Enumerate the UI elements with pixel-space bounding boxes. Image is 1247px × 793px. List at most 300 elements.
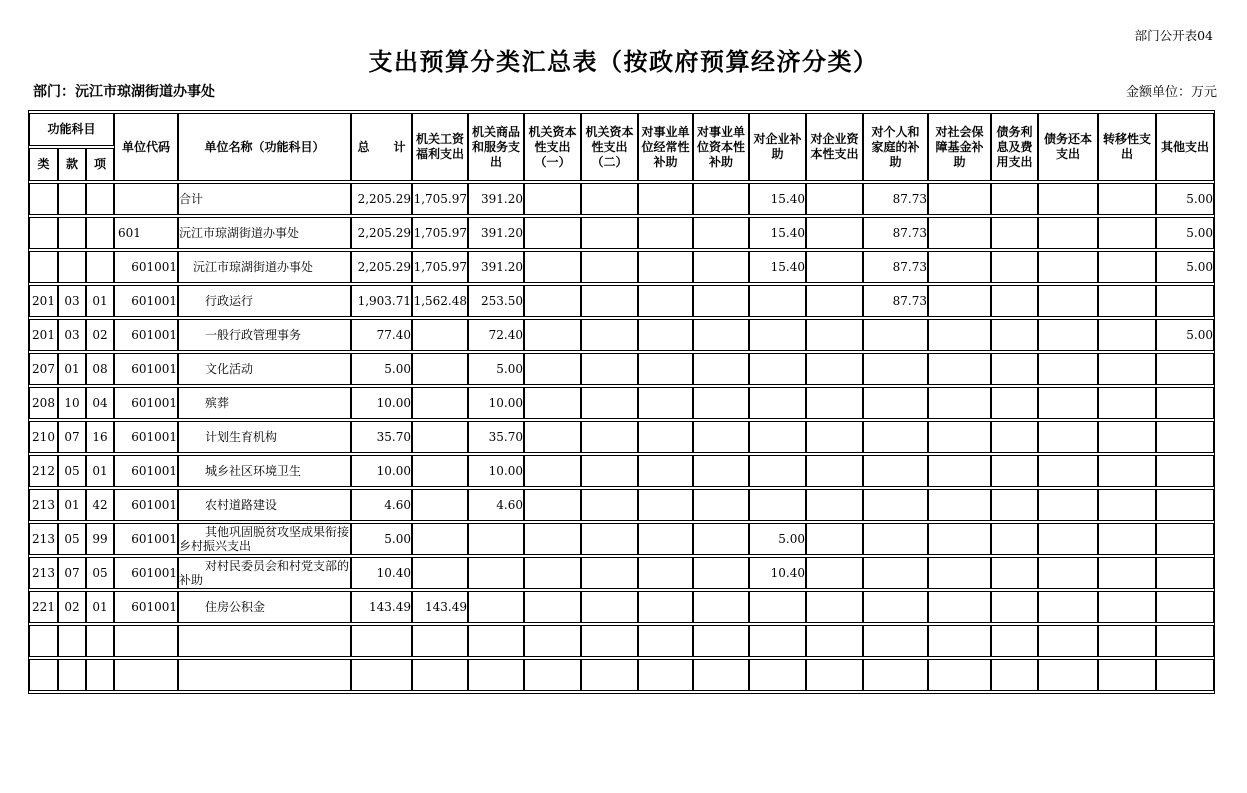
- cell-value: [749, 319, 806, 351]
- cell-value: [928, 319, 991, 351]
- cell-value: [693, 625, 749, 657]
- cell-value: 87.73: [863, 251, 928, 283]
- cell-value: [1098, 251, 1156, 283]
- cell-value: [1156, 421, 1214, 453]
- cell-value: [1098, 285, 1156, 317]
- cell-value: [412, 353, 468, 385]
- cell-value: [1156, 387, 1214, 419]
- budget-table: [28, 110, 1215, 694]
- cell-value: [863, 523, 928, 555]
- cell-value: [991, 523, 1038, 555]
- cell-unit-code: 601001: [114, 489, 178, 521]
- cell-value: 5.00: [1156, 251, 1214, 283]
- cell-func-xiang: 02: [86, 319, 114, 351]
- cell-unit-name: 文化活动: [178, 353, 351, 385]
- cell-value: [1038, 489, 1098, 521]
- cell-value: [749, 285, 806, 317]
- cell-value: [524, 251, 581, 283]
- cell-value: [1038, 217, 1098, 249]
- table-row: [29, 523, 1214, 555]
- cell-value: 391.20: [468, 251, 524, 283]
- cell-value: [806, 217, 863, 249]
- cell-value: [928, 659, 991, 691]
- cell-value: [638, 319, 693, 351]
- cell-value: [928, 251, 991, 283]
- column-header: 其他支出: [1156, 113, 1214, 181]
- cell-value: [1098, 455, 1156, 487]
- cell-value: [638, 183, 693, 215]
- cell-value: [524, 421, 581, 453]
- cell-value: [806, 523, 863, 555]
- cell-value: [412, 489, 468, 521]
- cell-value: [991, 489, 1038, 521]
- cell-func-kuan: 05: [58, 455, 86, 487]
- cell-value: [863, 319, 928, 351]
- cell-value: [693, 217, 749, 249]
- cell-value: [1098, 421, 1156, 453]
- cell-value: [524, 217, 581, 249]
- column-header: 债务利息及费用支出: [991, 113, 1038, 181]
- cell-value: [1038, 251, 1098, 283]
- cell-value: [412, 659, 468, 691]
- cell-value: [581, 251, 638, 283]
- cell-value: [1098, 353, 1156, 385]
- cell-unit-name: 城乡社区环境卫生: [178, 455, 351, 487]
- column-header: 机关资本性支出（二）: [581, 113, 638, 181]
- cell-value: [638, 659, 693, 691]
- cell-value: [1038, 387, 1098, 419]
- cell-value: [693, 387, 749, 419]
- column-header: 对企业补助: [749, 113, 806, 181]
- cell-value: 2,205.29: [351, 183, 412, 215]
- cell-value: 2,205.29: [351, 251, 412, 283]
- column-header-func: 类: [29, 148, 58, 181]
- cell-value: [581, 591, 638, 623]
- cell-value: [863, 557, 928, 589]
- table-row: [29, 421, 1214, 453]
- cell-value: [1038, 353, 1098, 385]
- cell-value: [581, 523, 638, 555]
- cell-value: 5.00: [351, 353, 412, 385]
- cell-func-lei: [29, 625, 58, 657]
- cell-func-xiang: 05: [86, 557, 114, 589]
- cell-value: [524, 659, 581, 691]
- cell-value: 15.40: [749, 217, 806, 249]
- cell-value: [581, 489, 638, 521]
- cell-value: [806, 421, 863, 453]
- header-func-group: 功能科目: [29, 113, 114, 146]
- column-header: 对事业单位资本性补助: [693, 113, 749, 181]
- cell-func-kuan: 03: [58, 319, 86, 351]
- cell-value: [1038, 523, 1098, 555]
- cell-value: [1098, 523, 1156, 555]
- cell-value: 77.40: [351, 319, 412, 351]
- cell-value: [524, 387, 581, 419]
- cell-func-lei: [29, 183, 58, 215]
- cell-value: [928, 387, 991, 419]
- cell-value: 5.00: [351, 523, 412, 555]
- cell-value: [928, 421, 991, 453]
- cell-value: [581, 217, 638, 249]
- cell-value: [806, 659, 863, 691]
- cell-value: [928, 183, 991, 215]
- cell-value: [1098, 625, 1156, 657]
- cell-value: [863, 489, 928, 521]
- cell-unit-code: 601001: [114, 285, 178, 317]
- cell-unit-name: 沅江市琼湖街道办事处: [178, 251, 351, 283]
- cell-value: [863, 421, 928, 453]
- cell-value: [806, 625, 863, 657]
- cell-value: [991, 557, 1038, 589]
- cell-func-lei: 208: [29, 387, 58, 419]
- cell-func-kuan: 03: [58, 285, 86, 317]
- cell-unit-name: 对村民委员会和村党支部的补助: [179, 559, 350, 587]
- cell-value: 87.73: [863, 217, 928, 249]
- cell-value: 87.73: [863, 183, 928, 215]
- amount-unit-label: 金额单位：万元: [1125, 85, 1217, 100]
- cell-value: [693, 319, 749, 351]
- cell-value: [991, 659, 1038, 691]
- cell-value: [412, 387, 468, 419]
- cell-value: [806, 489, 863, 521]
- cell-value: [928, 591, 991, 623]
- cell-value: [928, 455, 991, 487]
- cell-func-xiang: 04: [86, 387, 114, 419]
- cell-value: [581, 387, 638, 419]
- cell-value: [693, 421, 749, 453]
- table-row: [29, 659, 1214, 691]
- cell-unit-name: 一般行政管理事务: [178, 319, 351, 351]
- cell-func-lei: [29, 659, 58, 691]
- cell-value: [581, 659, 638, 691]
- cell-value: [1098, 591, 1156, 623]
- cell-value: [1156, 455, 1214, 487]
- cell-value: [928, 217, 991, 249]
- cell-value: 391.20: [468, 183, 524, 215]
- cell-value: [928, 489, 991, 521]
- cell-value: [991, 285, 1038, 317]
- cell-value: [468, 523, 524, 555]
- cell-value: [991, 455, 1038, 487]
- cell-func-xiang: [86, 251, 114, 283]
- cell-value: [749, 353, 806, 385]
- cell-value: 5.00: [1156, 217, 1214, 249]
- cell-value: [1098, 183, 1156, 215]
- cell-value: [1038, 659, 1098, 691]
- cell-value: [1038, 455, 1098, 487]
- cell-func-xiang: 99: [86, 523, 114, 555]
- cell-func-lei: 213: [29, 523, 58, 555]
- cell-value: [863, 455, 928, 487]
- cell-value: [581, 557, 638, 589]
- cell-func-lei: 212: [29, 455, 58, 487]
- cell-value: 35.70: [468, 421, 524, 453]
- cell-value: [1098, 659, 1156, 691]
- cell-value: 10.40: [749, 557, 806, 589]
- cell-func-kuan: [58, 251, 86, 283]
- table-row: [29, 183, 1214, 215]
- header-unit-name: 单位名称（功能科目）: [178, 113, 351, 181]
- cell-value: [749, 387, 806, 419]
- cell-value: [524, 455, 581, 487]
- cell-value: [991, 421, 1038, 453]
- cell-value: [863, 659, 928, 691]
- cell-unit-code: 601001: [114, 523, 178, 555]
- meta-row: [33, 81, 1217, 101]
- cell-value: 5.00: [468, 353, 524, 385]
- cell-func-kuan: 01: [58, 489, 86, 521]
- cell-value: [863, 353, 928, 385]
- cell-func-kuan: 07: [58, 557, 86, 589]
- column-header: 机关商品和服务支出: [468, 113, 524, 181]
- table-row: [29, 625, 1214, 657]
- cell-value: 1,562.48: [412, 285, 468, 317]
- cell-value: [581, 353, 638, 385]
- cell-value: [1156, 591, 1214, 623]
- cell-value: [928, 523, 991, 555]
- table-row: [29, 455, 1214, 487]
- cell-value: [991, 251, 1038, 283]
- cell-value: 5.00: [1156, 183, 1214, 215]
- cell-value: [1098, 557, 1156, 589]
- cell-func-lei: [29, 251, 58, 283]
- cell-value: 5.00: [1156, 319, 1214, 351]
- cell-value: [638, 353, 693, 385]
- cell-value: 1,705.97: [412, 183, 468, 215]
- cell-value: [1038, 183, 1098, 215]
- cell-unit-code: 601001: [114, 455, 178, 487]
- cell-value: [1038, 591, 1098, 623]
- column-header: 对企业资本性支出: [806, 113, 863, 181]
- cell-value: 4.60: [468, 489, 524, 521]
- cell-value: [806, 455, 863, 487]
- cell-value: 87.73: [863, 285, 928, 317]
- cell-value: [1156, 659, 1214, 691]
- cell-value: [1038, 421, 1098, 453]
- cell-value: [638, 217, 693, 249]
- cell-func-xiang: 01: [86, 455, 114, 487]
- cell-value: 15.40: [749, 183, 806, 215]
- cell-value: [638, 387, 693, 419]
- cell-func-xiang: [86, 217, 114, 249]
- cell-unit-code: 601001: [114, 387, 178, 419]
- cell-value: [806, 285, 863, 317]
- cell-value: [638, 455, 693, 487]
- cell-unit-name: 沅江市琼湖街道办事处: [178, 217, 351, 249]
- cell-value: 391.20: [468, 217, 524, 249]
- cell-value: [1156, 523, 1214, 555]
- cell-value: [749, 421, 806, 453]
- cell-value: [1156, 557, 1214, 589]
- column-header: 对事业单位经常性补助: [638, 113, 693, 181]
- column-header: 机关资本性支出（一）: [524, 113, 581, 181]
- cell-value: 2,205.29: [351, 217, 412, 249]
- cell-func-lei: 207: [29, 353, 58, 385]
- table-row: [29, 251, 1214, 283]
- cell-value: [412, 557, 468, 589]
- cell-unit-name: 合计: [178, 183, 351, 215]
- cell-value: 1,903.71: [351, 285, 412, 317]
- cell-value: [524, 625, 581, 657]
- cell-value: [749, 591, 806, 623]
- cell-value: [991, 625, 1038, 657]
- cell-value: [1038, 285, 1098, 317]
- cell-value: [1156, 285, 1214, 317]
- header-row-top: [29, 113, 1214, 146]
- cell-func-lei: 213: [29, 489, 58, 521]
- cell-unit-code: 601001: [114, 421, 178, 453]
- cell-func-kuan: [58, 217, 86, 249]
- cell-value: [749, 625, 806, 657]
- cell-value: 143.49: [412, 591, 468, 623]
- cell-value: [863, 625, 928, 657]
- cell-value: 10.00: [468, 455, 524, 487]
- cell-value: [1038, 625, 1098, 657]
- cell-value: [991, 217, 1038, 249]
- cell-func-kuan: 05: [58, 523, 86, 555]
- cell-value: [693, 251, 749, 283]
- cell-value: 10.00: [351, 387, 412, 419]
- column-header-func: 项: [86, 148, 114, 181]
- cell-value: 15.40: [749, 251, 806, 283]
- cell-unit-code: 601001: [114, 251, 178, 283]
- cell-value: [524, 557, 581, 589]
- cell-value: [863, 387, 928, 419]
- cell-func-lei: 210: [29, 421, 58, 453]
- cell-value: [581, 319, 638, 351]
- cell-value: 1,705.97: [412, 217, 468, 249]
- table-header: [29, 113, 1214, 181]
- cell-value: [524, 353, 581, 385]
- department-label: 部门：沅江市琼湖街道办事处: [33, 84, 215, 100]
- cell-func-kuan: 01: [58, 353, 86, 385]
- cell-func-xiang: 01: [86, 285, 114, 317]
- cell-value: [1098, 319, 1156, 351]
- table-row: [29, 319, 1214, 351]
- cell-func-kuan: [58, 183, 86, 215]
- cell-value: [863, 591, 928, 623]
- cell-func-xiang: [86, 183, 114, 215]
- cell-func-xiang: 16: [86, 421, 114, 453]
- cell-func-lei: 201: [29, 285, 58, 317]
- cell-value: [806, 353, 863, 385]
- cell-value: [638, 285, 693, 317]
- cell-unit-code: 601: [114, 217, 178, 249]
- cell-value: [412, 523, 468, 555]
- cell-value: [693, 489, 749, 521]
- cell-func-kuan: 07: [58, 421, 86, 453]
- cell-value: [351, 625, 412, 657]
- cell-unit-code: [114, 183, 178, 215]
- table-row: [29, 557, 1214, 589]
- cell-value: [638, 251, 693, 283]
- cell-value: [1098, 217, 1156, 249]
- cell-value: [468, 625, 524, 657]
- cell-unit-name: [178, 659, 351, 691]
- cell-value: [806, 319, 863, 351]
- cell-value: [524, 319, 581, 351]
- column-header: 对个人和家庭的补助: [863, 113, 928, 181]
- cell-unit-code: 601001: [114, 591, 178, 623]
- cell-func-lei: [29, 217, 58, 249]
- cell-value: [581, 421, 638, 453]
- cell-value: [806, 387, 863, 419]
- header-unit-code: 单位代码: [114, 113, 178, 181]
- cell-value: [581, 455, 638, 487]
- cell-unit-code: 601001: [114, 353, 178, 385]
- cell-value: [412, 319, 468, 351]
- cell-value: [806, 183, 863, 215]
- cell-value: [693, 591, 749, 623]
- document-title: 支出预算分类汇总表（按政府预算经济分类）: [368, 47, 879, 76]
- cell-value: 10.40: [351, 557, 412, 589]
- cell-value: [693, 285, 749, 317]
- cell-func-xiang: [86, 659, 114, 691]
- cell-value: [928, 625, 991, 657]
- cell-value: [991, 353, 1038, 385]
- cell-value: [468, 591, 524, 623]
- cell-value: [991, 591, 1038, 623]
- cell-unit-code: [114, 659, 178, 691]
- cell-value: [1156, 625, 1214, 657]
- cell-value: [638, 557, 693, 589]
- cell-value: [412, 625, 468, 657]
- cell-unit-code: 601001: [114, 557, 178, 589]
- cell-value: [524, 523, 581, 555]
- table-row: [29, 217, 1214, 249]
- table-row: [29, 353, 1214, 385]
- cell-value: 253.50: [468, 285, 524, 317]
- cell-func-xiang: [86, 625, 114, 657]
- cell-value: [928, 557, 991, 589]
- cell-value: [991, 183, 1038, 215]
- cell-value: [749, 455, 806, 487]
- table-row: [29, 489, 1214, 521]
- cell-value: [693, 659, 749, 691]
- table-body: [29, 183, 1214, 691]
- form-number-label: 部门公开表04: [1134, 28, 1213, 43]
- cell-func-xiang: 42: [86, 489, 114, 521]
- cell-unit-name: 行政运行: [178, 285, 351, 317]
- cell-value: [524, 591, 581, 623]
- cell-unit-name: 计划生育机构: [178, 421, 351, 453]
- cell-value: [351, 659, 412, 691]
- cell-value: [468, 557, 524, 589]
- table-row: [29, 591, 1214, 623]
- column-header: 债务还本支出: [1038, 113, 1098, 181]
- cell-value: [581, 285, 638, 317]
- cell-value: [524, 183, 581, 215]
- cell-value: [1038, 557, 1098, 589]
- cell-value: [693, 557, 749, 589]
- cell-func-lei: 221: [29, 591, 58, 623]
- cell-value: 5.00: [749, 523, 806, 555]
- cell-unit-code: 601001: [114, 319, 178, 351]
- cell-func-lei: 213: [29, 557, 58, 589]
- cell-value: [638, 421, 693, 453]
- cell-value: 4.60: [351, 489, 412, 521]
- cell-value: [524, 489, 581, 521]
- cell-value: [693, 183, 749, 215]
- cell-value: [468, 659, 524, 691]
- cell-value: [991, 319, 1038, 351]
- cell-unit-name: 其他巩固脱贫攻坚成果衔接乡村振兴支出: [179, 525, 350, 553]
- cell-value: 143.49: [351, 591, 412, 623]
- cell-func-kuan: [58, 625, 86, 657]
- cell-unit-code: [114, 625, 178, 657]
- cell-value: [581, 183, 638, 215]
- cell-value: 1,705.97: [412, 251, 468, 283]
